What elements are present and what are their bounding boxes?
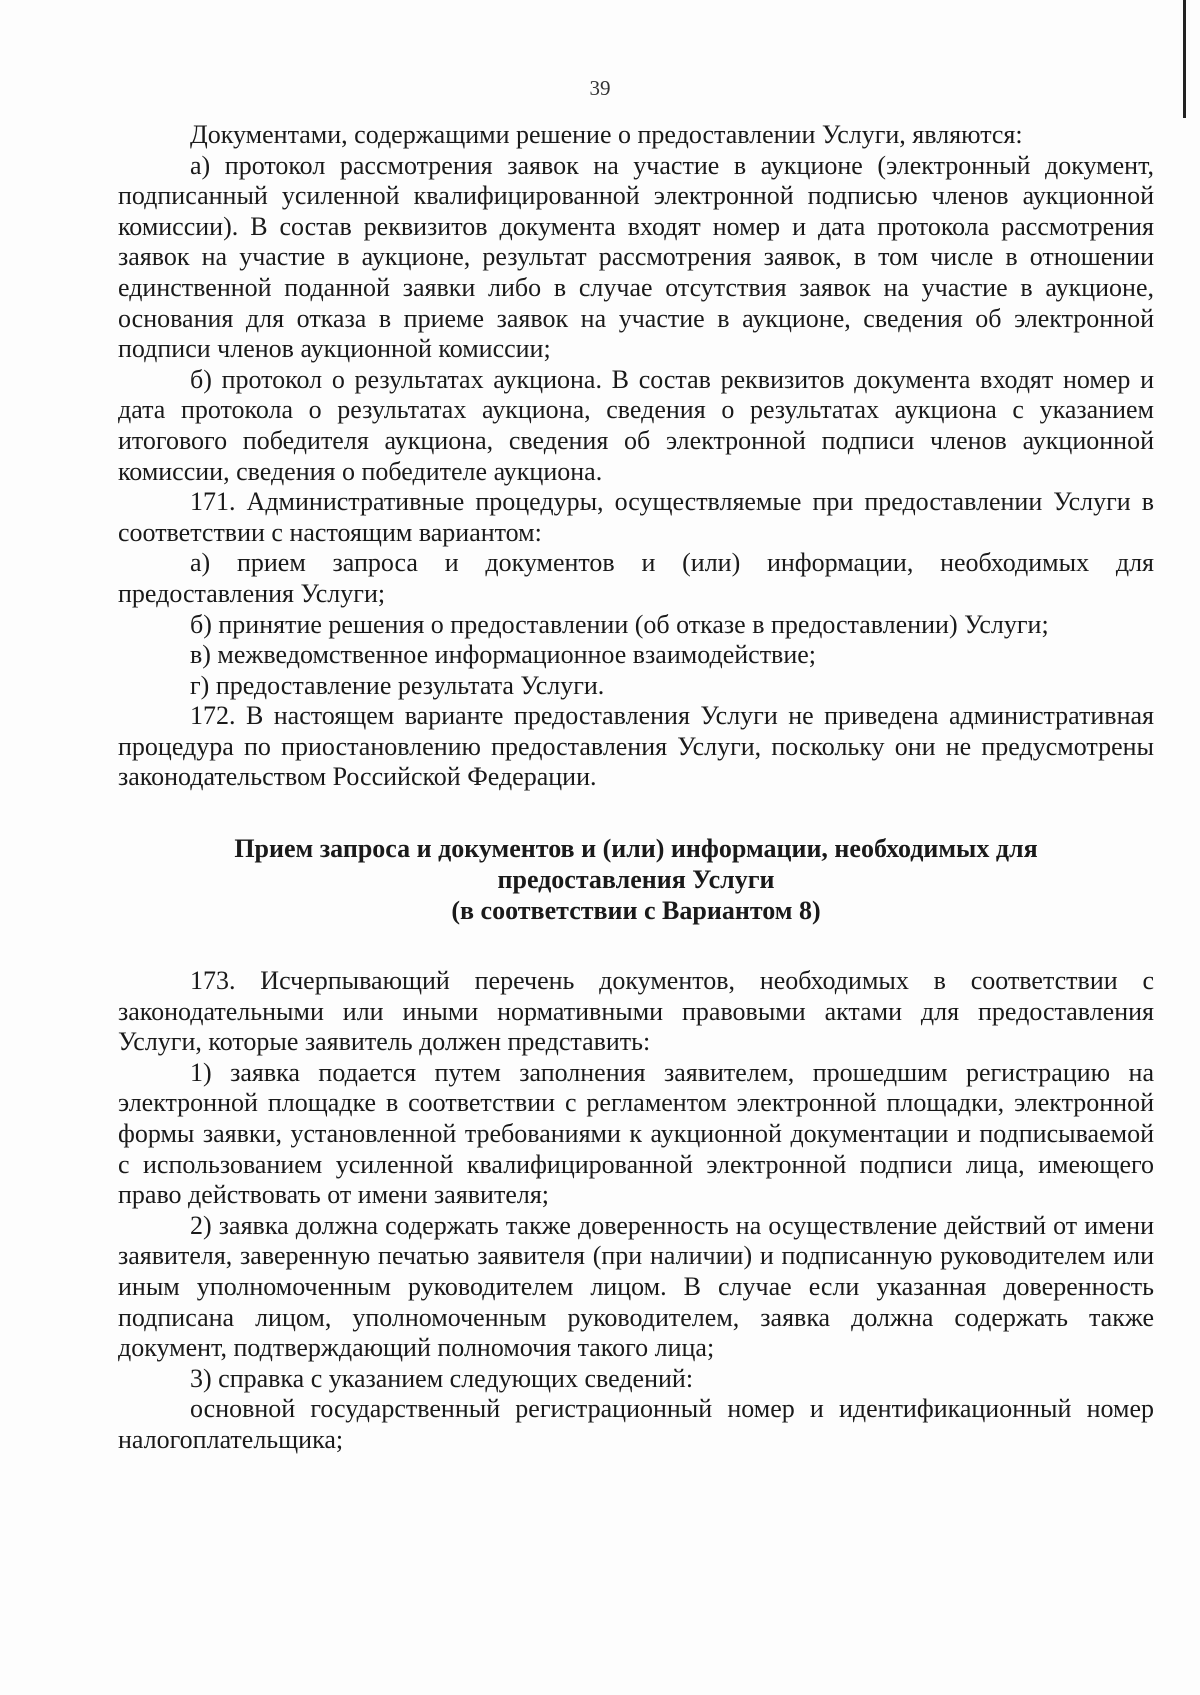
- paragraph-171-d: г) предоставление результата Услуги.: [190, 670, 605, 700]
- paragraph-172: 172. В настоящем варианте предоставления Услуги не приведена административная процедура по приостановлению предоставления Услуги, поскольку они не предусмотрены законодательством Российской Федерации.: [118, 701, 1154, 792]
- paragraph-173-1: 1) заявка подается путем заполнения заявителем, прошедшим регистрацию на электронной площадке в соответствии с регламентом электронной площадки, электронной формы заявки, установленной требованиями к аукционной документации и подписываемой с использованием усиленной квалифицированной электронной подписи лица, имеющего право действовать от имени заявителя;: [118, 1057, 1154, 1210]
- paragraph-173-2: 2) заявка должна содержать также доверенность на осуществление действий от имени заявителя, заверенную печатью заявителя (при наличии) и подписанную руководителем или иным уполномоченным руководителем лицом. В случае если указанная доверенность подписана лицом, уполномоченным руководителем, заявка должна содержать также документ, подтверждающий полномочия такого лица;: [118, 1210, 1154, 1363]
- paragraph-173: 173. Исчерпывающий перечень документов, необходимых в соответствии с законодательными или иными нормативными правовыми актами для предоставления Услуги, которые заявитель должен представить:: [118, 966, 1154, 1057]
- section-heading-line-1: Прием запроса и документов и (или) информации, необходимых для: [234, 834, 1038, 864]
- paragraph-protocol-review: а) протокол рассмотрения заявок на участие в аукционе (электронный документ, подписанный усиленной квалифицированной электронной подписью членов аукционной комиссии). В состав реквизитов документа входят номер и дата протокола рассмотрения заявок на участие в аукционе, результат рассмотрения заявок, в том числе в отношении единственной поданной заявки либо в случае отсутствия заявок на участие в аукционе, основания для отказа в приеме заявок на участие в аукционе, сведения об электронной подписи членов аукционной комиссии;: [118, 150, 1154, 364]
- section-heading-line-3: (в соответствии с Вариантом 8): [451, 896, 821, 926]
- page-number: 39: [589, 76, 611, 100]
- paragraph-171-c: в) межведомственное информационное взаимодействие;: [190, 640, 817, 670]
- paragraph-ogrn-inn: основной государственный регистрационный номер и идентификационный номер налогоплательщика;: [118, 1394, 1154, 1454]
- paragraph-171-b: б) принятие решения о предоставлении (об отказе в предоставлении) Услуги;: [190, 609, 1049, 639]
- paragraph-171-a: а) прием запроса и документов и (или) информации, необходимых для предоставления Услуги;: [118, 548, 1154, 608]
- paragraph-documents-intro: Документами, содержащими решение о предоставлении Услуги, являются:: [190, 120, 1023, 149]
- paragraph-171: 171. Административные процедуры, осуществляемые при предоставлении Услуги в соответствии с настоящим вариантом:: [118, 487, 1154, 547]
- paragraph-173-3: 3) справка с указанием следующих сведений:: [190, 1363, 694, 1393]
- section-heading: [118, 833, 1154, 926]
- paragraph-protocol-results: б) протокол о результатах аукциона. В состав реквизитов документа входят номер и дата протокола о результатах аукциона, сведения о результатах аукциона с указанием итогового победителя аукциона, сведения об электронной подписи членов аукционной комиссии, сведения о победителе аукциона.: [118, 364, 1154, 486]
- section-heading-line-2: предоставления Услуги: [497, 865, 775, 895]
- document-body: [118, 120, 1154, 1456]
